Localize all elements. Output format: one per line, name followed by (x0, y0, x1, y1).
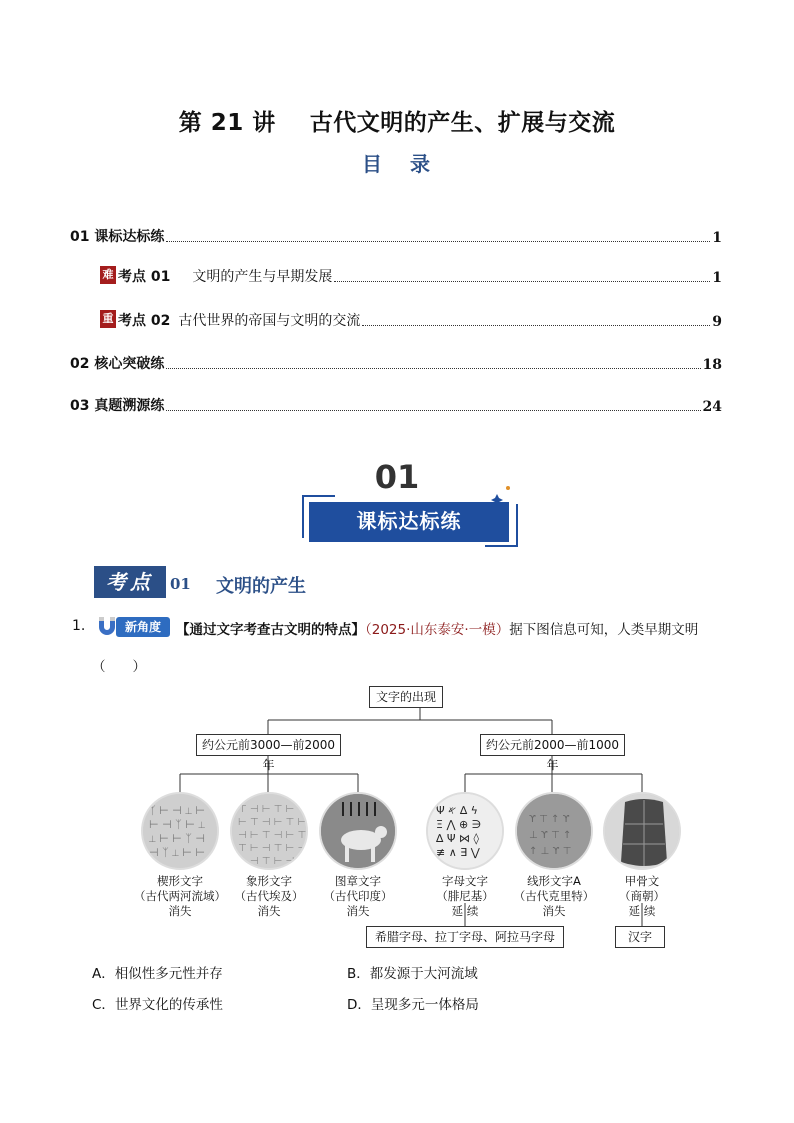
question-number: 1. (72, 618, 86, 634)
cuneiform-image (141, 792, 219, 870)
descendant-hanzi: 汉字 (615, 926, 665, 948)
svg-text:⊤ ⊢ ⊣ ⊤ ⊢ ⊣: ⊤ ⊢ ⊣ ⊤ ⊢ ⊣ (238, 843, 307, 854)
svg-text:↑ ⊥ ϒ ⊤: ↑ ⊥ ϒ ⊤ (529, 846, 572, 857)
option-a[interactable]: A．相似性多元性并存 (92, 966, 223, 982)
caption-linear-a: 线形文字A （古代克里特） 消失 (513, 874, 595, 918)
toc-entry-5[interactable]: 03 真题溯源练 24 (70, 398, 722, 415)
descendant-alphabets: 希腊字母、拉丁字母、阿拉马字母 (366, 926, 564, 948)
svg-text:∆ Ψ ⋈ ◊: ∆ Ψ ⋈ ◊ (436, 832, 479, 845)
toc-entry-3[interactable]: 重 考点 02 古代世界的帝国与文明的交流 9 (100, 310, 722, 330)
svg-text:⊥ ϒ ⊤ ↑: ⊥ ϒ ⊤ ↑ (529, 830, 572, 841)
svg-text:⊢ ⊤ ⊣ ⊢ ⊤ ⊢: ⊢ ⊤ ⊣ ⊢ ⊤ ⊢ (238, 817, 307, 828)
kaodian-number: 01 (170, 575, 191, 593)
alphabet-image (426, 792, 504, 870)
toc-entry-1[interactable]: 01 课标达标练 1 (70, 229, 722, 246)
seal-image (319, 792, 397, 870)
svg-text:⊢ ⊣ ⊤ ⊢ ⊣ ⊢: ⊢ ⊣ ⊤ ⊢ ⊣ ⊢ (238, 856, 307, 867)
linear-a-image (515, 792, 593, 870)
contents-heading: 目 录 (362, 152, 432, 176)
key-tag: 重 (100, 310, 116, 328)
option-b[interactable]: B．都发源于大河流域 (347, 966, 478, 982)
option-c[interactable]: C．世界文化的传承性 (92, 997, 223, 1013)
question-topic: 【通过文字考查古文明的特点】 (176, 622, 365, 638)
diagram-period-1: 约公元前3000—前2000年 (196, 734, 341, 756)
section-number: 01 (374, 458, 420, 496)
svg-text:⟂ ⊢ ⊢ ᛉ ⊣: ⟂ ⊢ ⊢ ᛉ ⊣ (149, 832, 205, 845)
oracle-bone-image (603, 792, 681, 870)
svg-text:⊣ ⊢ ⊤ ⊣ ⊢ ⊤: ⊣ ⊢ ⊤ ⊣ ⊢ ⊤ (238, 830, 307, 841)
caption-alphabet: 字母文字 （腓尼基） 延 续 (436, 874, 494, 918)
difficulty-tag: 难 (100, 266, 116, 284)
new-angle-badge: 新角度 (94, 613, 172, 639)
svg-text:ϒ ⊤ ↑ ϒ: ϒ ⊤ ↑ ϒ (529, 814, 570, 825)
caption-cuneiform: 楔形文字 （古代两河流域） 消失 (134, 874, 226, 918)
question-source: （2025·山东泰安·一模） (365, 622, 510, 638)
diagram-period-2: 约公元前2000—前1000年 (480, 734, 625, 756)
svg-text:ᛉ ⊢ ⊣ ⟂ ⊢: ᛉ ⊢ ⊣ ⟂ ⊢ (149, 804, 205, 817)
toc-entry-4[interactable]: 02 核心突破练 18 (70, 356, 722, 373)
kaodian-title: 文明的产生 (216, 576, 306, 597)
svg-text:⊢ ⊣ ᛉ ⊢ ⟂: ⊢ ⊣ ᛉ ⊢ ⟂ (149, 818, 205, 831)
question-stem: 据下图信息可知，人类早期文明 (509, 622, 699, 638)
section-title: 课标达标练 (356, 509, 462, 533)
kaodian-badge: 考点 (94, 566, 166, 598)
caption-seal: 图章文字 （古代印度） 消失 (323, 874, 393, 918)
caption-hieroglyph: 象形文字 （古代埃及） 消失 (234, 874, 304, 918)
diagram-root: 文字的出现 (369, 686, 443, 708)
toc-entry-2[interactable]: 难 考点 01 文明的产生与早期发展 1 (100, 266, 722, 286)
svg-text:Ψ 𐤀 ∆ ϟ: Ψ 𐤀 ∆ ϟ (436, 804, 478, 817)
svg-text:Ξ ⋀ ⊕ ∋: Ξ ⋀ ⊕ ∋ (436, 818, 482, 831)
svg-text:⊣ ᛉ ⟂ ⊢ ⊢: ⊣ ᛉ ⟂ ⊢ ⊢ (149, 846, 205, 859)
lecture-title: 古代文明的产生、扩展与交流 (309, 110, 616, 136)
option-d[interactable]: D．呈现多元一体格局 (347, 997, 479, 1013)
lecture-number: 第 21 讲 (178, 110, 276, 136)
svg-text:≢ ∧ ∃ ⋁: ≢ ∧ ∃ ⋁ (436, 846, 480, 859)
hieroglyph-image (230, 792, 308, 870)
caption-oracle-bone: 甲骨文 （商朝） 延 续 (619, 874, 665, 918)
svg-text:⊤ ⊣ ⊢ ⊤ ⊢ ⊣: ⊤ ⊣ ⊢ ⊤ ⊢ ⊣ (238, 804, 307, 815)
answer-blank: （ ） (92, 659, 146, 675)
